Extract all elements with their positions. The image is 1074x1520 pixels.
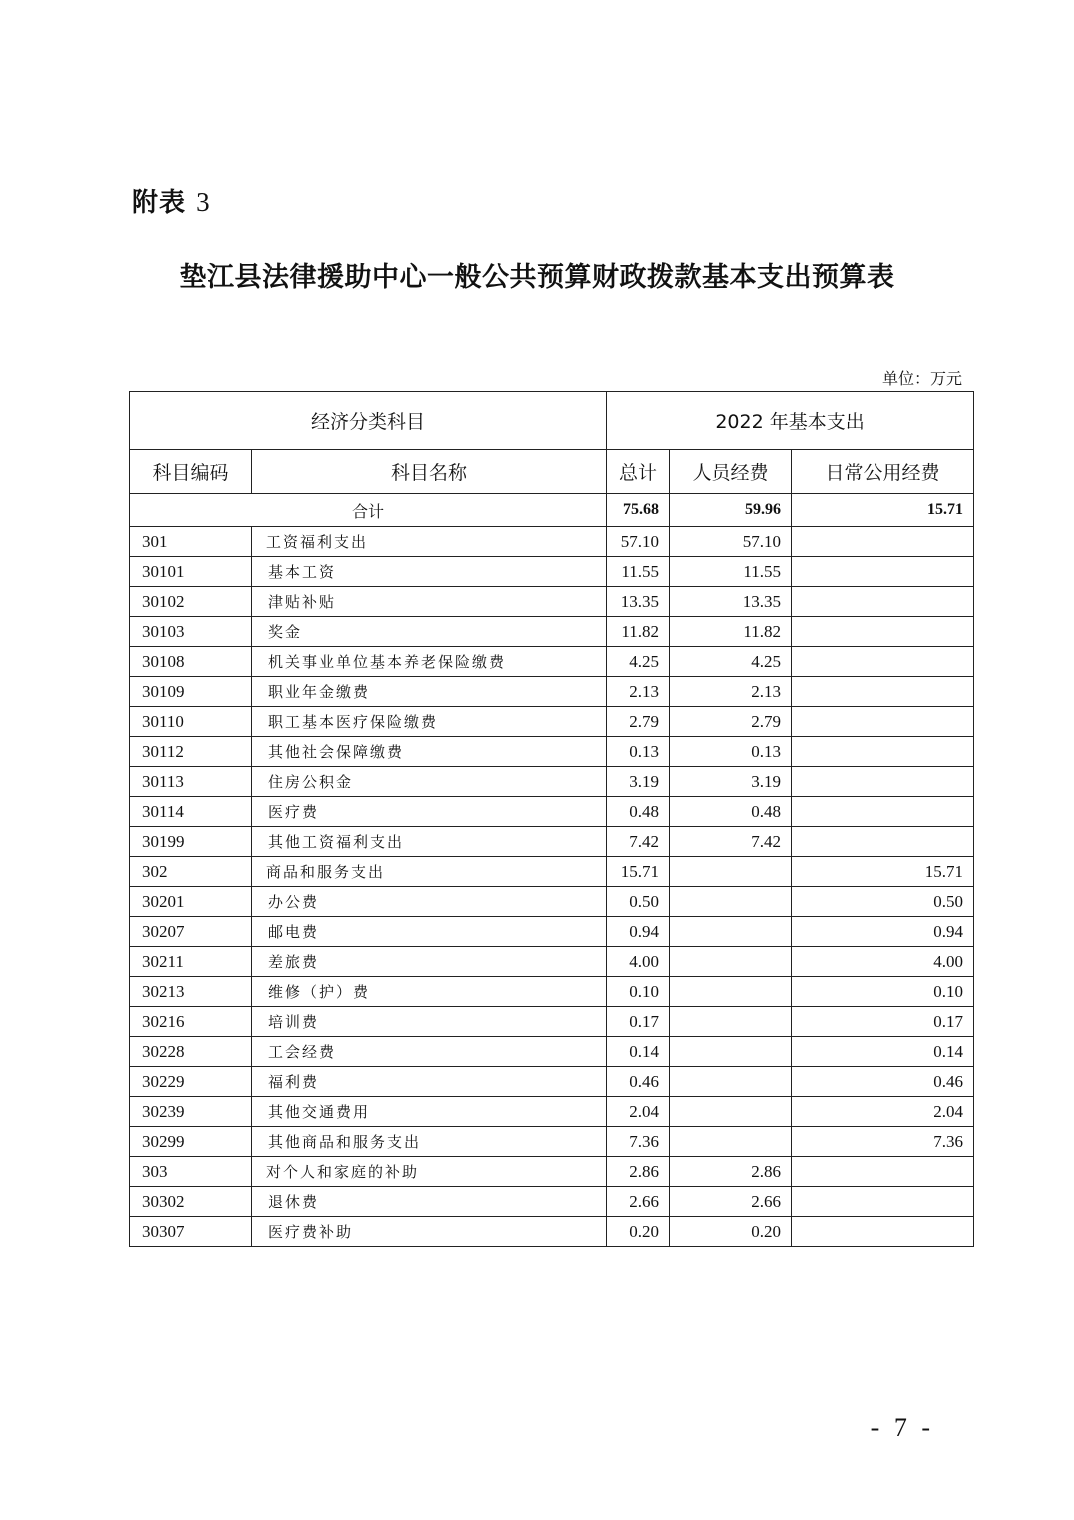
appendix-label — [132, 182, 211, 219]
row-personnel — [670, 857, 792, 887]
table-row — [130, 1097, 974, 1127]
row-name: 培训费 — [252, 1007, 607, 1037]
row-personnel: 3.19 — [670, 767, 792, 797]
row-total: 7.42 — [607, 827, 670, 857]
row-code: 30239 — [130, 1097, 252, 1127]
row-code: 30108 — [130, 647, 252, 677]
row-code: 30229 — [130, 1067, 252, 1097]
table-row — [130, 827, 974, 857]
total-personnel: 59.96 — [670, 494, 792, 527]
table-row — [130, 1037, 974, 1067]
table-row — [130, 737, 974, 767]
row-code: 30207 — [130, 917, 252, 947]
row-total: 0.20 — [607, 1217, 670, 1247]
row-total: 0.13 — [607, 737, 670, 767]
row-personnel — [670, 887, 792, 917]
header-group-row — [130, 392, 974, 450]
row-name: 住房公积金 — [252, 767, 607, 797]
row-name: 基本工资 — [252, 557, 607, 587]
row-personnel — [670, 1127, 792, 1157]
row-name: 退休费 — [252, 1187, 607, 1217]
row-total: 15.71 — [607, 857, 670, 887]
table-row — [130, 1067, 974, 1097]
row-personnel: 2.86 — [670, 1157, 792, 1187]
row-personnel: 2.66 — [670, 1187, 792, 1217]
header-public: 日常公用经费 — [792, 450, 974, 494]
table-row — [130, 1157, 974, 1187]
header-column-row — [130, 450, 974, 494]
row-public — [792, 1187, 974, 1217]
row-total: 4.00 — [607, 947, 670, 977]
row-public: 0.50 — [792, 887, 974, 917]
row-total: 0.50 — [607, 887, 670, 917]
total-label: 合计 — [130, 494, 607, 527]
row-name: 其他交通费用 — [252, 1097, 607, 1127]
row-public — [792, 737, 974, 767]
row-code: 30103 — [130, 617, 252, 647]
table-row — [130, 767, 974, 797]
row-total: 57.10 — [607, 527, 670, 557]
page-title: 垫江县法律援助中心一般公共预算财政拨款基本支出预算表 — [179, 262, 895, 293]
row-code: 30101 — [130, 557, 252, 587]
row-code: 30299 — [130, 1127, 252, 1157]
row-code: 30302 — [130, 1187, 252, 1217]
header-total: 总计 — [607, 450, 670, 494]
row-name: 其他工资福利支出 — [252, 827, 607, 857]
row-public — [792, 1217, 974, 1247]
page-number: - 7 - — [870, 1413, 934, 1442]
row-name: 福利费 — [252, 1067, 607, 1097]
row-total: 0.10 — [607, 977, 670, 1007]
row-total: 2.66 — [607, 1187, 670, 1217]
row-name: 其他社会保障缴费 — [252, 737, 607, 767]
row-name: 邮电费 — [252, 917, 607, 947]
row-personnel: 0.48 — [670, 797, 792, 827]
row-code: 30110 — [130, 707, 252, 737]
row-code: 30201 — [130, 887, 252, 917]
row-public: 2.04 — [792, 1097, 974, 1127]
row-total: 2.86 — [607, 1157, 670, 1187]
row-personnel: 0.20 — [670, 1217, 792, 1247]
row-name: 对个人和家庭的补助 — [252, 1157, 607, 1187]
row-name: 津贴补贴 — [252, 587, 607, 617]
header-personnel: 人员经费 — [670, 450, 792, 494]
header-name: 科目名称 — [252, 450, 607, 494]
row-personnel: 0.13 — [670, 737, 792, 767]
row-name: 奖金 — [252, 617, 607, 647]
row-name: 差旅费 — [252, 947, 607, 977]
table-row — [130, 647, 974, 677]
row-name: 医疗费补助 — [252, 1217, 607, 1247]
row-total: 2.79 — [607, 707, 670, 737]
row-total: 2.04 — [607, 1097, 670, 1127]
row-code: 30307 — [130, 1217, 252, 1247]
row-public: 0.10 — [792, 977, 974, 1007]
table-row — [130, 887, 974, 917]
row-total: 0.14 — [607, 1037, 670, 1067]
table-row — [130, 527, 974, 557]
row-total: 11.55 — [607, 557, 670, 587]
table-row — [130, 1007, 974, 1037]
total-total: 75.68 — [607, 494, 670, 527]
row-public — [792, 587, 974, 617]
row-personnel — [670, 917, 792, 947]
row-name: 维修（护）费 — [252, 977, 607, 1007]
row-public — [792, 557, 974, 587]
row-public: 0.94 — [792, 917, 974, 947]
row-name: 医疗费 — [252, 797, 607, 827]
header-code: 科目编码 — [130, 450, 252, 494]
row-code: 30213 — [130, 977, 252, 1007]
row-personnel: 2.13 — [670, 677, 792, 707]
row-code: 30112 — [130, 737, 252, 767]
row-public: 4.00 — [792, 947, 974, 977]
row-public: 0.46 — [792, 1067, 974, 1097]
row-public: 15.71 — [792, 857, 974, 887]
row-personnel: 13.35 — [670, 587, 792, 617]
row-name: 工资福利支出 — [252, 527, 607, 557]
row-code: 30228 — [130, 1037, 252, 1067]
table-row — [130, 797, 974, 827]
table-row — [130, 677, 974, 707]
unit-label: 单位：万元 — [881, 369, 962, 388]
row-name: 商品和服务支出 — [252, 857, 607, 887]
row-public — [792, 707, 974, 737]
row-total: 4.25 — [607, 647, 670, 677]
row-personnel — [670, 947, 792, 977]
row-public — [792, 677, 974, 707]
total-row — [130, 494, 974, 527]
row-code: 303 — [130, 1157, 252, 1187]
row-total: 2.13 — [607, 677, 670, 707]
row-code: 30113 — [130, 767, 252, 797]
row-code: 30102 — [130, 587, 252, 617]
row-total: 0.46 — [607, 1067, 670, 1097]
row-personnel — [670, 1067, 792, 1097]
header-basic-expenditure-2022: 2022 年基本支出 — [607, 392, 974, 450]
row-total: 0.48 — [607, 797, 670, 827]
table-row — [130, 617, 974, 647]
row-public — [792, 767, 974, 797]
row-code: 301 — [130, 527, 252, 557]
table-row — [130, 977, 974, 1007]
row-name: 职工基本医疗保险缴费 — [252, 707, 607, 737]
row-total: 7.36 — [607, 1127, 670, 1157]
header-economic-classification: 经济分类科目 — [130, 392, 607, 450]
row-name: 工会经费 — [252, 1037, 607, 1067]
row-name: 机关事业单位基本养老保险缴费 — [252, 647, 607, 677]
row-public — [792, 647, 974, 677]
table-row — [130, 1187, 974, 1217]
row-name: 办公费 — [252, 887, 607, 917]
row-personnel: 4.25 — [670, 647, 792, 677]
table-row — [130, 947, 974, 977]
row-public: 0.14 — [792, 1037, 974, 1067]
row-total: 3.19 — [607, 767, 670, 797]
row-public — [792, 797, 974, 827]
appendix-label-text: 附表 — [132, 188, 187, 218]
table-row — [130, 557, 974, 587]
row-code: 30114 — [130, 797, 252, 827]
row-personnel — [670, 1007, 792, 1037]
row-public — [792, 527, 974, 557]
row-code: 30216 — [130, 1007, 252, 1037]
row-total: 0.17 — [607, 1007, 670, 1037]
row-personnel: 57.10 — [670, 527, 792, 557]
row-public — [792, 827, 974, 857]
table-row — [130, 917, 974, 947]
row-personnel: 11.82 — [670, 617, 792, 647]
row-public — [792, 1157, 974, 1187]
appendix-number: 3 — [196, 187, 211, 217]
row-public: 0.17 — [792, 1007, 974, 1037]
row-personnel: 2.79 — [670, 707, 792, 737]
row-public — [792, 617, 974, 647]
row-personnel: 11.55 — [670, 557, 792, 587]
row-code: 30199 — [130, 827, 252, 857]
row-total: 0.94 — [607, 917, 670, 947]
table-row — [130, 587, 974, 617]
row-personnel: 7.42 — [670, 827, 792, 857]
row-personnel — [670, 1037, 792, 1067]
table-row — [130, 1217, 974, 1247]
table-row — [130, 1127, 974, 1157]
row-total: 11.82 — [607, 617, 670, 647]
total-public: 15.71 — [792, 494, 974, 527]
row-public: 7.36 — [792, 1127, 974, 1157]
row-personnel — [670, 1097, 792, 1127]
row-total: 13.35 — [607, 587, 670, 617]
row-name: 其他商品和服务支出 — [252, 1127, 607, 1157]
row-code: 30109 — [130, 677, 252, 707]
table-row — [130, 707, 974, 737]
row-code: 30211 — [130, 947, 252, 977]
budget-table — [129, 391, 974, 1247]
table-row — [130, 857, 974, 887]
row-name: 职业年金缴费 — [252, 677, 607, 707]
row-code: 302 — [130, 857, 252, 887]
row-personnel — [670, 977, 792, 1007]
